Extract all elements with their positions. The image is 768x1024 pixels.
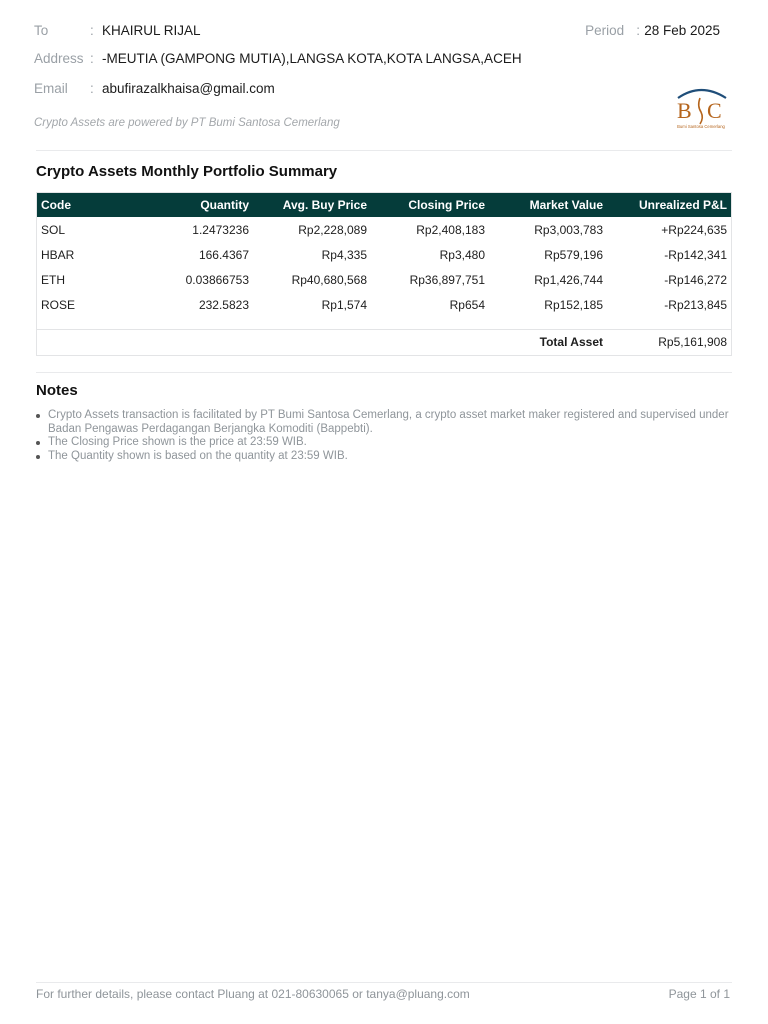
column-header-market-value: Market Value	[529, 198, 603, 212]
logo-caption: Bumi Santosa Cemerlang	[677, 124, 725, 129]
address-separator: :	[90, 51, 94, 66]
email-separator: :	[90, 81, 94, 96]
cell-avg-buy-price: Rp40,680,568	[291, 272, 367, 287]
cell-market-value: Rp152,185	[544, 297, 603, 312]
table-row	[37, 242, 731, 267]
table-header-row	[37, 193, 731, 217]
to-label: To	[34, 23, 49, 38]
cell-closing-price: Rp36,897,751	[409, 272, 485, 287]
recipient-email: abufirazalkhaisa@gmail.com	[102, 81, 275, 96]
cell-code: ETH	[41, 272, 65, 287]
to-separator: :	[90, 23, 94, 38]
footer-divider	[36, 982, 732, 983]
logo-flame	[699, 98, 703, 124]
address-label: Address	[34, 51, 84, 66]
recipient-address-row	[34, 50, 522, 68]
logo-arc	[678, 90, 726, 98]
cell-market-value: Rp1,426,744	[534, 272, 603, 287]
logo-letter-right: C	[707, 98, 722, 123]
cell-closing-price: Rp654	[449, 297, 485, 312]
period-label: Period	[585, 23, 625, 38]
bsc-logo	[672, 84, 730, 132]
cell-code: HBAR	[41, 247, 75, 262]
spacer-cell	[37, 317, 731, 329]
period-value: 28 Feb 2025	[644, 23, 720, 38]
cell-unrealized-pnl: +Rp224,635	[661, 222, 727, 237]
cell-unrealized-pnl: -Rp142,341	[664, 247, 727, 262]
cell-avg-buy-price: Rp2,228,089	[298, 222, 367, 237]
table-row	[37, 292, 731, 317]
column-header-quantity: Quantity	[200, 198, 249, 212]
table-spacer-row	[37, 317, 731, 329]
powered-by-note: Crypto Assets are powered by PT Bumi Santosa Cemerlang	[34, 117, 340, 129]
cell-quantity: 166.4367	[198, 247, 249, 262]
cell-closing-price: Rp3,480	[439, 247, 485, 262]
table-row	[37, 267, 731, 292]
period-separator: :	[636, 23, 640, 38]
email-label: Email	[34, 81, 68, 96]
cell-code: ROSE	[41, 297, 76, 312]
cell-closing-price: Rp2,408,183	[416, 222, 485, 237]
cell-avg-buy-price: Rp1,574	[321, 297, 367, 312]
portfolio-table	[37, 193, 731, 355]
cell-market-value: Rp3,003,783	[534, 222, 603, 237]
total-asset-label: Total Asset	[539, 335, 603, 350]
table-row	[37, 217, 731, 242]
cell-market-value: Rp579,196	[544, 247, 603, 262]
note-item: The Quantity shown is based on the quantity at 23:59 WIB.	[36, 450, 732, 464]
portfolio-summary-title: Crypto Assets Monthly Portfolio Summary	[36, 163, 338, 180]
total-asset-value: Rp5,161,908	[658, 335, 727, 350]
cell-unrealized-pnl: -Rp146,272	[664, 272, 727, 287]
column-header-avg-buy-price: Avg. Buy Price	[282, 198, 367, 212]
recipient-name: KHAIRUL RIJAL	[102, 23, 201, 38]
recipient-address: -MEUTIA (GAMPONG MUTIA),LANGSA KOTA,KOTA LANGSA,ACEH	[102, 51, 522, 66]
footer-contact-text: For further details, please contact Pluang at 021-80630065 or tanya@pluang.com	[36, 987, 470, 1001]
column-header-unrealized-pnl: Unrealized P&L	[638, 198, 727, 212]
logo-letter-left: B	[677, 98, 692, 123]
total-asset-row	[37, 329, 731, 355]
column-header-code: Code	[41, 198, 71, 212]
page-number: Page 1 of 1	[668, 987, 730, 1001]
cell-code: SOL	[41, 222, 66, 237]
notes-list	[36, 409, 732, 463]
column-header-closing-price: Closing Price	[408, 198, 485, 212]
note-item: Crypto Assets transaction is facilitated by PT Bumi Santosa Cemerlang, a crypto asset market maker registered and supervised under Badan Pengawas Perdagangan Berjangka Komoditi (Bappebti).	[36, 409, 732, 436]
recipient-to-row	[34, 22, 201, 40]
cell-unrealized-pnl: -Rp213,845	[664, 297, 727, 312]
cell-quantity: 1.2473236	[192, 222, 249, 237]
notes-title: Notes	[36, 382, 78, 399]
cell-quantity: 232.5823	[198, 297, 249, 312]
summary-divider	[36, 372, 732, 373]
period-row	[585, 22, 720, 40]
cell-avg-buy-price: Rp4,335	[321, 247, 367, 262]
note-item: The Closing Price shown is the price at 23:59 WIB.	[36, 436, 732, 450]
portfolio-table-container	[36, 192, 732, 356]
recipient-email-row	[34, 80, 275, 98]
header-divider	[36, 150, 732, 151]
cell-quantity: 0.03866753	[185, 272, 249, 287]
